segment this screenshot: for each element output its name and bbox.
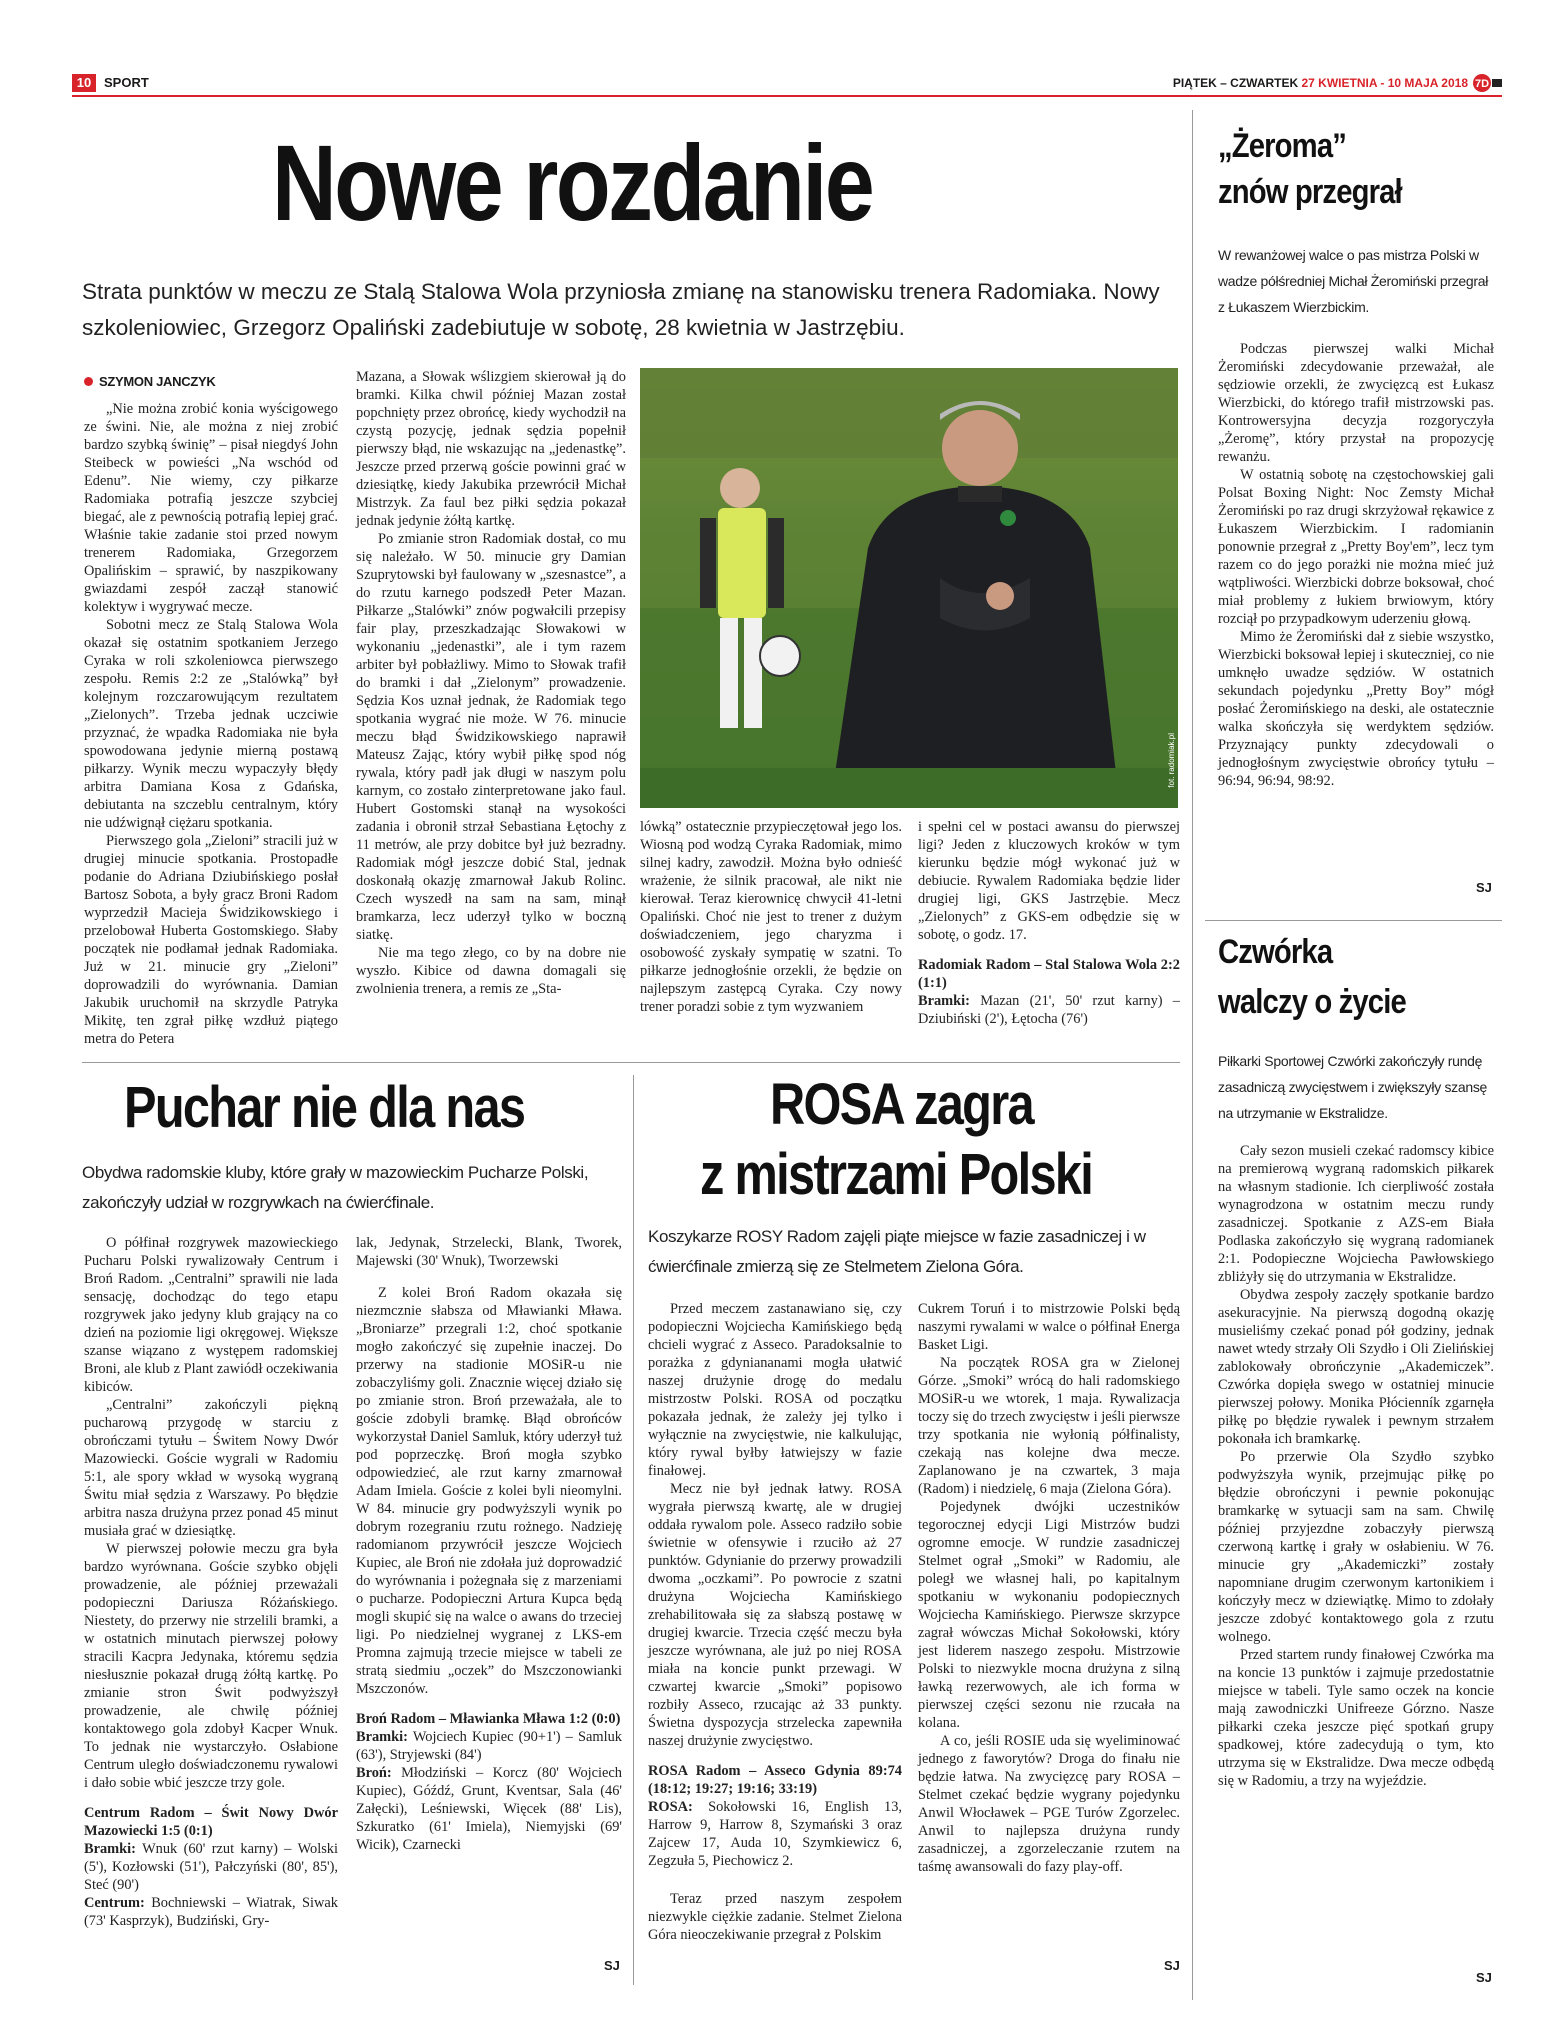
side-bottom-headline-line1: Czwórka bbox=[1218, 933, 1333, 971]
side-top-signature: SJ bbox=[1476, 880, 1492, 895]
scorers-line bbox=[356, 1728, 622, 1764]
rosa-col-1 bbox=[648, 1300, 902, 1944]
rosa-lead: Koszykarze ROSY Radom zajęli piąte miejsce w fazie zasadniczej i w ćwierćfinale zmierzą się ze Stelmetem Zielona Góra. bbox=[648, 1227, 1146, 1276]
main-photo bbox=[640, 368, 1178, 808]
byline bbox=[84, 374, 215, 389]
paragraph: Mazana, a Słowak wślizgiem skierował ją do bramki. Kilka chwil później Mazan został popchnięty przez obrońcę, kiedy wychodził na czystą pozycję, jednak sędzia popełnił pierwszy błąd, nie wskazując na „jedenastkę”. Jeszcze przed przerwą goście powinni grać w dziesiątkę, kiedy Jakubika przewrócił Michał Mistrzyk. Za faul bez piłki sędzia pokazał jednak jedynie żółtą kartkę. bbox=[356, 369, 626, 529]
side-column-divider bbox=[1192, 110, 1193, 2000]
page-number: 10 bbox=[72, 74, 96, 92]
scorers-label: Bramki: bbox=[356, 1729, 408, 1745]
paragraph: Cały sezon musieli czekać radomscy kibice na premierową wygraną radomskich piłkarek na własnym stadionie. Ich cierpliwość została wynagrodzona w ostatnim meczu rundy zasadniczej. Spotkanie z AZS-em Biała Podlaska zakończyło się wygraną radomianek 2:1. Podopieczne Wojciecha Pawłowskiego zbliżyły się do utrzymania w Ekstralidze. bbox=[1218, 1143, 1494, 1285]
issue-date bbox=[1173, 74, 1468, 92]
publication-logo-icon bbox=[1472, 73, 1502, 93]
paragraph: Obydwa zespoły zaczęły spotkanie bardzo asekuracyjnie. Na pierwszą dogodną okazję musieliśmy czekać ponad pół godziny, jednak nawet wtedy strzały Oli Szydło i Oli Zielińskiej zablokowały obrończynie „Akademiczek”. Czwórka dopięła swego w ostatniej minucie pierwszej połowy. Monika Płócienník zgarnęła piłkę po błędzie rywalek i pewnym strzałem pokonała ich bramkarkę. bbox=[1218, 1287, 1494, 1447]
paragraph: Po zmianie stron Radomiak dostał, co mu się należało. W 50. minucie gry Damian Szuprytowski był faulowany w „szesnastce”, a do rzutu karnego podszedł Peter Mazan. Piłkarze „Stalówki” znów pogwałcili przepisy fair play, przeszkadzając Słowakowi w wykonaniu „jedenastki”, ale i tym razem arbiter był pobłażliwy. Mimo to Słowak trafił do bramki i dał „Zielonym” prowadzenie. Sędzia Kos uznał jednak, że Radomiak tego spotkania wygrać nie może. W 76. minucie meczu błąd Świdzikowskiego naprawił Mateusz Zając, który wybił piłkę spod nóg rywala, który padł jak długi w naszym polu karnym, co zostało zinterpretowane jako faul. Hubert Gostomski stanął na wysokości zadania i obronił strzał Sebastiana Łętochy z 11 metrów, ale przy dobitce był już bezradny. Radomiak mógł jeszcze dobić Stal, jednak doskonałą okazję zmarnował Jakub Rolinc. Czech wyszedł na sam na sam, minął bramkarza, lecz uderzył tylko w boczną siatkę. bbox=[356, 531, 626, 943]
puchar-col-2 bbox=[356, 1234, 622, 1854]
result-heading: Radomiak Radom – Stal Stalowa Wola 2:2 (1:1) bbox=[918, 957, 1180, 991]
paragraph: Podczas pierwszej walki Michał Żeromiński zdecydowanie przeważał, ale sędziowie orzekli, że zwycięzcą est Łukasz Wierzbicki, do którego trafił mistrzowski pas. Kontrowersyjna decyzja rozgoryczyła „Żeromę”, który przystał na propozycję rewanżu. bbox=[1218, 341, 1494, 465]
rosa-headline-line2: z mistrzami Polski bbox=[700, 1142, 1093, 1207]
paragraph: W ostatnią sobotę na częstochowskiej gali Polsat Boxing Night: Noc Zemsty Michał Żeromiński po raz drugi skrzyżował rękawice z Łukaszem Wierzbickim. I radomianin ponownie przegrał z „Pretty Boy'em”, lecz tym razem co do jego porażki nie można mieć już wątpliwości. Wierzbicki dobrze boksował, choć miał problemy z łukiem brwiowym, który rozciął po przypadkowym uderzeniu głową. bbox=[1218, 467, 1494, 627]
lineup-text: Młodziński – Korcz (80' Wojciech Kupiec), Góźdź, Grunt, Kventsar, Sala (46' Załęcki), Leśniewski, Więcek (88' Lis), Szkuratko (61' Imiela), Niemyjski (69' Wicik), Czarnecki bbox=[356, 1765, 622, 1853]
rosa-signature: SJ bbox=[1164, 1958, 1180, 1973]
puchar-col-1 bbox=[84, 1234, 338, 1930]
side-bottom-body bbox=[1218, 1142, 1494, 1790]
side-bottom-headline-line2: walczy o życie bbox=[1218, 983, 1406, 1021]
scorers-line bbox=[84, 1840, 338, 1894]
result-heading: Broń Radom – Mławianka Mława 1:2 (0:0) bbox=[356, 1711, 621, 1727]
main-lead: Strata punktów w meczu ze Stalą Stalowa Wola przyniosła zmianę na stanowisku trenera Radomiaka. Nowy szkoleniowiec, Grzegorz Opaliński zadebiutuje w sobotę, 28 kwietnia w Jastrzębiu. bbox=[82, 279, 1160, 340]
paragraph: lówką” ostatecznie przypieczętował jego los. Wiosną pod wodzą Cyraka Radomiak, mimo silnej kadry, zawodził. Można było odnieść wrażenie, że silnik pracował, ale nikt nie kierował. Teraz kierownicę chwycił 41-letni Opaliński. Choć nie jest to trener z dużym doświadczeniem, jego charyzma i osobowość zyskały sympatię w szatni. To piłkarze jednogłośnie orzekli, że będzie on najlepszym zastępcą Cyraka. Czy nowy trener poradzi sobie z tym wyzwaniem bbox=[640, 819, 902, 1015]
side-bottom-lead: Piłkarki Sportowej Czwórki zakończyły rundę zasadniczą zwycięstwem i zwiększyły szansę na utrzymanie w Ekstralidze. bbox=[1218, 1053, 1488, 1121]
paragraph: i spełni cel w postaci awansu do pierwszej ligi? Jeden z kluczowych kroków w tym kierunku będzie mógł wykonać już w debiucie. Rywalem Radomiaka będzie lider drugiej ligi, GKS Jastrzębie. Mecz „Zielonych” z GKS-em odbędzie się w sobotę, o godz. 17. bbox=[918, 819, 1180, 943]
puchar-headline: Puchar nie dla nas bbox=[124, 1075, 525, 1140]
paragraph: Przed startem rundy finałowej Czwórka ma na koncie 13 punktów i zajmuje przedostatnie miejsce w tabeli. Tyle samo oczek na koncie mają zawodniczki Unifreeze Górzno. Nasze piłkarki czeka jeszcze pięć spotkań grupy spadkowej, które zadecydują o tym, kto utrzyma się w Ekstralidze. Dwa mecze odbędą się w Radomiu, a trzy na wyjeździe. bbox=[1218, 1647, 1494, 1789]
scorers-label: Bramki: bbox=[918, 993, 970, 1009]
byline-author: SZYMON JANCZYK bbox=[99, 374, 216, 389]
scorers-text: Mazan (21', 50' rzut karny) – Dziubiński (2'), Łętocha (76') bbox=[918, 993, 1180, 1027]
date-range: 27 KWIETNIA - 10 MAJA 2018 bbox=[1301, 76, 1468, 90]
lineup-label: Broń: bbox=[356, 1765, 392, 1781]
bottom-articles-divider bbox=[633, 1075, 634, 1985]
result-heading: ROSA Radom – Asseco Gdynia 89:74 (18:12; 19:27; 19:16; 33:19) bbox=[648, 1763, 902, 1797]
paragraph: O półfinał rozgrywek mazowieckiego Pucharu Polski rywalizowały Centrum i Broń Radom. „Centralni” sprawili nie lada sensację, dochodząc do tego etapu rozgrywek jako jedyny klub grający na co dzień na poziomie ligi okręgowej. Większe szanse wiązano z występem radomskiej Broni, ale klub z Plant zawiódł oczekiwania kibiców. bbox=[84, 1235, 338, 1395]
paragraph: Na początek ROSA gra w Zielonej Górze. „Smoki” wrócą do hali radomskiego MOSiR-u we wtorek, 1 maja. Rywalizacja toczy się do trzech zwycięstw i jeśli pierwsze trzy spotkania nie wyłonią półfinalisty, czekają nas kolejne dwa mecze. Zaplanowano je na czwartek, 3 maja (Radom) i niedzielę, 6 maja (Zielona Góra). bbox=[918, 1355, 1180, 1497]
scorers-line bbox=[918, 992, 1180, 1028]
coach-photo-icon bbox=[640, 368, 1178, 808]
rosa-headline-line1: ROSA zagra bbox=[770, 1072, 1033, 1137]
rosa-col-2 bbox=[918, 1300, 1180, 1876]
photo-credit: fot. radomiak.pl bbox=[1167, 733, 1176, 788]
scorers-text: Wojciech Kupiec (90+1') – Samluk (63'), Stryjewski (84') bbox=[356, 1729, 622, 1763]
side-articles-divider bbox=[1205, 920, 1502, 921]
paragraph: lak, Jedynak, Strzelecki, Blank, Tworek, Majewski (30' Wnuk), Tworzewski bbox=[356, 1235, 622, 1269]
side-top-headline-line1: „Żeroma” bbox=[1218, 127, 1346, 165]
lineup-line bbox=[356, 1764, 622, 1854]
paragraph: Pierwszego gola „Zieloni” stracili już w drugiej minucie spotkania. Prostopadłe podanie do Adriana Dziubińskiego posłał Bartosz Sobota, a były gracz Broni Radom wyprzedził Macieja Świdzikowskiego i przelobował Huberta Gostomskiego. Słaby początek nie podłamał jednak Radomiaka. Już w 21. minucie gry „Zieloni” doprowadzili do wyrównania. Damian Jakubik uruchomił na skrzydle Patryka Mikitę, ten zgrał piłkę wzdłuż piątego metra do Petera bbox=[84, 833, 338, 1047]
puchar-lead: Obydwa radomskie kluby, które grały w mazowieckim Pucharze Polski, zakończyły udział w rozgrywkach na ćwierćfinale. bbox=[82, 1163, 589, 1212]
main-col-4 bbox=[918, 818, 1180, 1028]
main-col-1 bbox=[84, 400, 338, 1048]
lineup-line bbox=[84, 1894, 338, 1930]
byline-dot-icon bbox=[84, 377, 93, 386]
section-label: SPORT bbox=[104, 75, 149, 90]
result-heading: Centrum Radom – Świt Nowy Dwór Mazowiecki 1:5 (0:1) bbox=[84, 1805, 338, 1839]
paragraph: Teraz przed naszym zespołem niezwykle ciężkie zadanie. Stelmet Zielona Góra nieoczekiwanie przegrał z Polskim bbox=[648, 1891, 902, 1943]
paragraph: A co, jeśli ROSIE uda się wyeliminować jednego z faworytów? Droga do finału nie będzie łatwa. Na zwycięzcę pary ROSA – Stelmet czekać będzie wygrany pojedynku Anwil Włocławek – PGE Turów Zgorzelec. Anwil to najlepsza drużyna rundy zasadniczej, a zgorzeleczanie rzutem na taśmę awansowali do fazy play-off. bbox=[918, 1733, 1180, 1875]
scorers-line bbox=[648, 1798, 902, 1870]
paragraph: Nie ma tego złego, co by na dobre nie wyszło. Kibice od dawna domagali się zwolnienia trenera, a remis ze „Sta- bbox=[356, 945, 626, 997]
page-header bbox=[72, 72, 1502, 94]
paragraph: „Centralni” zakończyli piękną pucharową przygodę w starciu z obrończami tytułu – Świtem Nowy Dwór Mazowiecki. Goście wygrali w Radomiu 5:1, ale spory wkład w wysoką wygraną Świtu miał sędzia z Warszawy. Po błędzie arbitra nasza drużyna przez ponad 45 minut musiała grać w dziesiątkę. bbox=[84, 1397, 338, 1539]
scorers-label: ROSA: bbox=[648, 1799, 693, 1815]
scorers-text: Sokołowski 16, English 13, Harrow 9, Harrow 8, Szymański 3 oraz Zajcew 17, Auda 10, Szymkiewicz 6, Zegzuła 5, Piechowicz 2. bbox=[648, 1799, 902, 1869]
main-col-3 bbox=[640, 818, 902, 1016]
date-prefix: PIĄTEK – CZWARTEK bbox=[1172, 76, 1299, 90]
main-headline: Nowe rozdanie bbox=[272, 122, 873, 243]
lineup-text: Bochniewski – Wiatrak, Siwak (73' Kasprzyk), Budziński, Gry- bbox=[84, 1895, 338, 1929]
side-bottom-signature: SJ bbox=[1476, 1970, 1492, 1985]
paragraph: W pierwszej połowie meczu gra była bardzo wyrównana. Goście szybko objęli prowadzenie, ale później przeważali podopieczni Dariusza Różańskiego. Niestety, do przerwy nie strzelili bramki, a w ostatnich minutach pierwszej połowy stracili Kacpra Jedynaka, któremu sędzia niesłusznie pokazał drugą żółtą kartkę. Po zmianie stron Świt podwyższył prowadzenie, ale chwilę później kontaktowego gola zdobył Kacper Wnuk. To jednak nie wystarczyło. Osłabione Centrum uległo doświadczonemu rywalowi i dało sobie wbić jeszcze trzy gole. bbox=[84, 1541, 338, 1791]
side-top-lead: W rewanżowej walce o pas mistrza Polski w wadze półśredniej Michał Żeromiński przegrał z Łukaszem Wierzbickim. bbox=[1218, 247, 1489, 315]
paragraph: Cukrem Toruń i to mistrzowie Polski będą naszymi rywalami w walce o półfinał Energa Basket Ligi. bbox=[918, 1301, 1180, 1353]
lineup-label: Centrum: bbox=[84, 1895, 145, 1911]
side-top-headline-line2: znów przegrał bbox=[1218, 173, 1402, 211]
puchar-signature: SJ bbox=[604, 1958, 620, 1973]
paragraph: „Nie można zrobić konia wyścigowego ze świni. Nie, ale można z niej zrobić bardzo szybką świnię” – pisał niegdyś John Steibeck w powieści „Na wschód od Edenu”. Nie wiemy, czy piłkarze Radomiaka potrafią jeszcze szybciej biegać, ale z pewnością potrafią lepiej grać. Właśnie takie zadanie stoi przed nowym trenerem Radomiaka, Grzegorzem Opalińskim – sprawić, by naszpikowany gwiazdami zespół zaczął stanowić kolektyw i wygrywać mecze. bbox=[84, 401, 338, 615]
scorers-label: Bramki: bbox=[84, 1841, 136, 1857]
paragraph: Mecz nie był jednak łatwy. ROSA wygrała pierwszą kwartę, ale w drugiej oddała rywalom pole. Asseco radziło sobie świetnie w ofensywie i rzuciło aż 27 punktów. Gdynianie do przerwy prowadzili dwoma „oczkami”. Po powrocie z szatni drużyna Wojciecha Kamińskiego zrehabilitowała się za słabszą postawę w drugiej kwarcie. Trzecia część meczu była jeszcze wyrównana, ale już po niej ROSA miała na koncie punkt przewagi. W czwartej kwarcie „Smoki” popisowo rozbiły Asseco, rzucając aż 33 punkty. Świetna dyspozycja strzelecka zapewniła naszej drużynie zwycięstwo. bbox=[648, 1481, 902, 1749]
main-col-2 bbox=[356, 368, 626, 998]
header-rule bbox=[72, 95, 1502, 97]
side-top-body bbox=[1218, 340, 1494, 790]
main-article-bottom-rule bbox=[82, 1062, 1180, 1063]
paragraph: Sobotni mecz ze Stalą Stalowa Wola okazał się ostatnim spotkaniem Jerzego Cyraka w roli szkoleniowca pierwszego zespołu. Remis 2:2 ze „Stalówką” był kolejnym rozczarowującym rezultatem „Zielonych”. Trzeba jednak uczciwie przyznać, że wpadka Radomiaka nie była spowodowana jedynie mierną postawą piłkarzy. Wynik meczu wypaczyły błędy arbitra Damiana Kosa z Gdańska, debiutanta na szczeblu centralnym, który nie udźwignął ciężaru spotkania. bbox=[84, 617, 338, 831]
paragraph: Po przerwie Ola Szydło szybko podwyższyła wynik, przejmując piłkę po błędzie obrończyni i pewnie pokonując bramkarkę w sytuacji sam na sam. Chwilę później przyjezdne zobaczyły pierwszą czerwoną kartkę i grały w osłabieniu. W 76. minucie gry „Akademiczki” zostały napomniane drugim czerwonym kartonikiem i kończyły mecz w dziewiątkę. Mimo to zdołały jeszcze zdobyć kontaktowego gola z rzutu wolnego. bbox=[1218, 1449, 1494, 1645]
paragraph: Mimo że Żeromiński dał z siebie wszystko, Wierzbicki boksował lepiej i skuteczniej, co nie umknęło uwadze sędziów. W ostatnich sekundach pojedynku „Pretty Boy” mógł posłać Żeromińskiego na deski, ale ostatecznie walka skończyła się werdyktem sędziów. Przyznający punkty zdecydowali o jednogłośnym zwycięstwie obrońcy tytułu – 96:94, 96:94, 98:92. bbox=[1218, 629, 1494, 789]
paragraph: Przed meczem zastanawiano się, czy podopieczni Wojciecha Kamińskiego będą chcieli wygrać z Asseco. Paradoksalnie to porażka z gdyniananami mogła ułatwić naszej drużynie drogę do medalu mistrzostw Polski. ROSA od początku pokazała jednak, że zależy jej tylko i wyłącznie na zwycięstwie, nie kalkulując, który rywal byłby łatwiejszy w fazie finałowej. bbox=[648, 1301, 902, 1479]
paragraph: Z kolei Broń Radom okazała się niezmcznie słabsza od Mławianki Mława. „Broniarze” przegrali 1:2, choć spotkanie mogło zakończyć się zupełnie inaczej. Do przerwy na stadionie MOSiR-u nie zobaczyliśmy goli. Znacznie więcej działo się po zmianie stron. Broń przeważała, ale to goście zdobyli bramkę. Błąd obrońców wykorzystał Daniel Samluk, który uderzył tuż pod poprzeczkę. Broń mogła szybko odpowiedzieć, ale rzut karny zmarnował Adam Imiela. Goście z kolei byli nieomylni. W 84. minucie gry podwyższyli wynik po dobrym rozegraniu rzutu rożnego. Nadzieję radomianom przywrócił jeszcze Wojciech Kupiec, ale Broń nie zdołała już doprowadzić do wyrównania i pożegnała się z marzeniami o pucharze. Podopieczni Artura Kupca będą mogli skupić się na walce o awans do trzeciej ligi. Po niedzielnej wygranej z LKS-em Promna zajmują trzecie miejsce w tabeli ze stratą siedmiu „oczek” do Mszczonowianki Mszczonów. bbox=[356, 1285, 622, 1697]
logo-text: 7D bbox=[1474, 78, 1490, 90]
scorers-text: Wnuk (60' rzut karny) – Wolski (5'), Kozłowski (51'), Pałczyński (80', 85'), Steć (90') bbox=[84, 1841, 339, 1893]
paragraph: Pojedynek dwójki uczestników tegorocznej edycji Ligi Mistrzów budzi ogromne emocje. W rundzie zasadniczej Stelmet ograł „Smoki” w Radomiu, ale poległ we własnej hali, po kapitalnym spotkaniu w wykonaniu podopiecznych Wojciecha Kamińskiego. Pierwsze skrzypce zagrał wówczas Michał Sokołowski, który jest liderem naszego zespołu. Mistrzowie Polski to niezwykle mocna drużyna z silną ławką rezerwowych, ale ich forma w pierwszej części sezonu nie rzucała na kolana. bbox=[918, 1499, 1180, 1731]
